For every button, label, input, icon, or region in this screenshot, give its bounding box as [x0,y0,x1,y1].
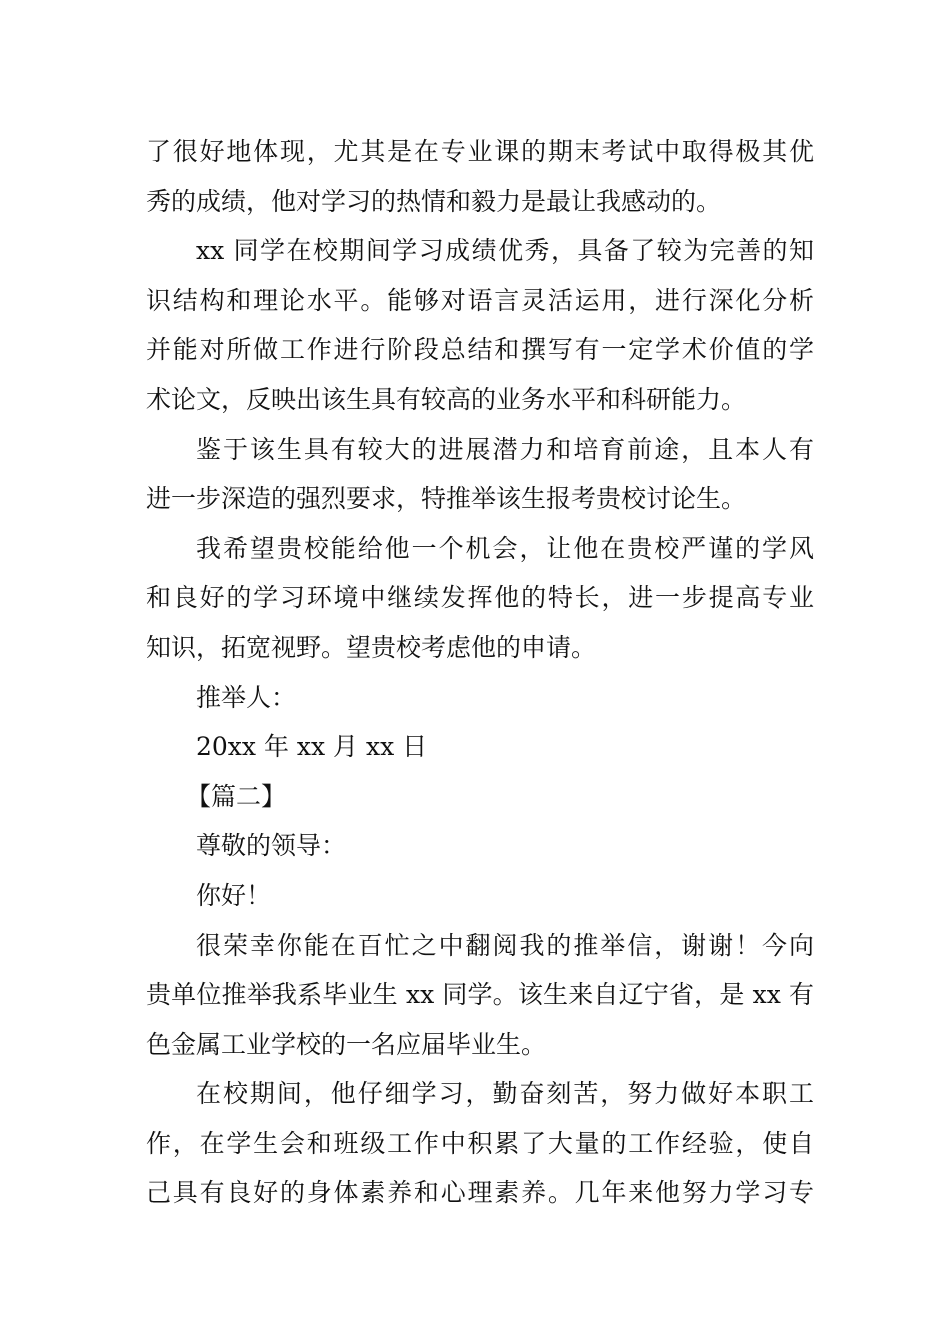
document-body [146,127,814,1218]
paragraph-start-line: 在校期间，他仔细学习，勤奋刻苦，努力做好本职工 [196,1079,814,1109]
text-line: 和良好的学习环境中继续发挥他的特长，进一步提高专业 [146,583,814,613]
paragraph-start-line: 我希望贵校能给他一个机会，让他在贵校严谨的学风 [196,533,814,563]
salutation: 尊敬的领导： [196,831,347,861]
paragraph-start-line: 鉴于该生具有较大的进展潜力和培育前途，且本人有 [196,434,814,464]
signature-label: 推举人： [196,682,297,712]
text-line: 术论文，反映出该生具有较高的业务水平和科研能力。 [146,384,747,414]
text-line: 贵单位推举我系毕业生 xx 同学。该生来自辽宁省，是 xx 有 [146,980,814,1010]
text-line: 秀的成绩，他对学习的热情和毅力是最让我感动的。 [146,186,722,216]
text-line: 并能对所做工作进行阶段总结和撰写有一定学术价值的学 [146,335,814,365]
greeting: 你好！ [196,880,272,910]
paragraph-start-line: 很荣幸你能在百忙之中翻阅我的推举信，谢谢！今向 [196,930,814,960]
text-line: 己具有良好的身体素养和心理素养。几年来他努力学习专 [146,1178,814,1208]
text-line: 知识，拓宽视野。望贵校考虑他的申请。 [146,632,597,662]
text-line: 识结构和理论水平。能够对语言灵活运用，进行深化分析 [146,285,814,315]
date-line: 20xx 年 xx 月 xx 日 [196,732,428,762]
text-line: 进一步深造的强烈要求，特推举该生报考贵校讨论生。 [146,484,747,514]
text-line: 色金属工业学校的一名应届毕业生。 [146,1029,547,1059]
text-line: 作，在学生会和班级工作中积累了大量的工作经验，使自 [146,1128,814,1158]
section-heading: 【篇二】 [186,781,287,811]
text-line: 了很好地体现，尤其是在专业课的期末考试中取得极其优 [146,137,814,166]
paragraph-start-line: xx 同学在校期间学习成绩优秀，具备了较为完善的知 [196,236,814,266]
